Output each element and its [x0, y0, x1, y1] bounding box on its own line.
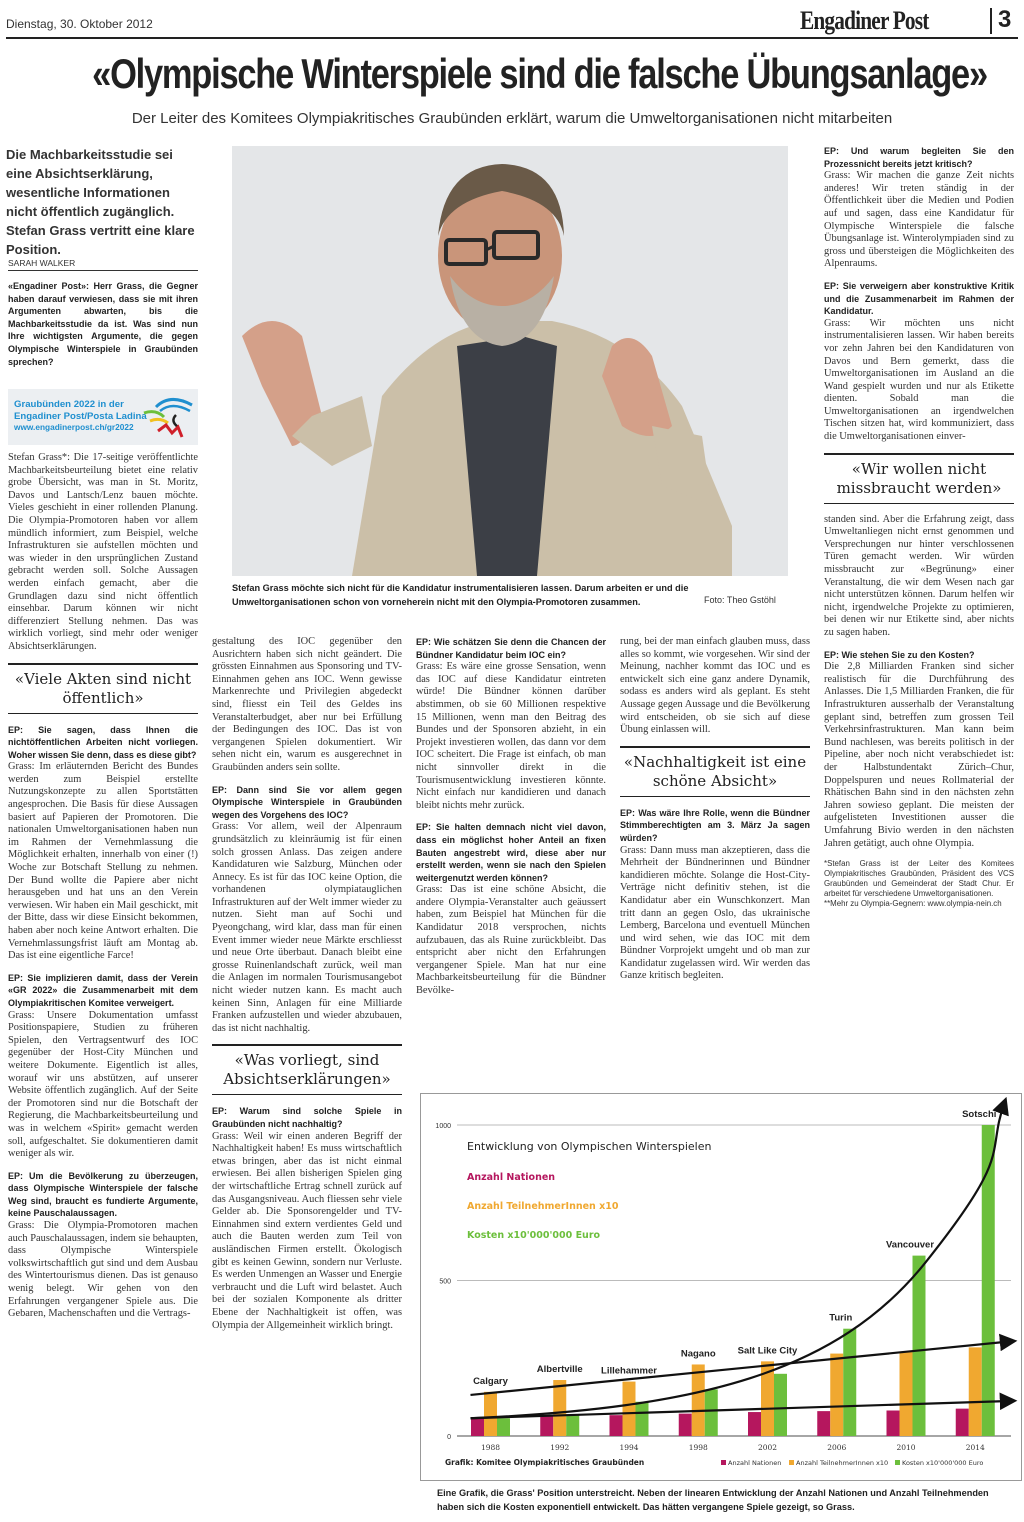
column-1-top — [8, 280, 198, 384]
author-byline: SARAH WALKER — [8, 258, 76, 268]
legend-label: Kosten x10'000'000 Euro — [902, 1459, 984, 1467]
legend-swatch — [721, 1460, 726, 1465]
legend-swatch — [789, 1460, 794, 1465]
footnote-1: *Stefan Grass ist der Leiter des Komitees Olympiakritisches Graubünden, Präsident des VCS Graubünden und Gemeinderat der Stadt Chur. Er arbeitet für verschiedene Umweltorganisationen. — [824, 859, 1014, 899]
question: EP: Sie implizieren damit, dass der Verein «GR 2022» die Zusammenarbeit mit dem Olympiakritischen Komitee verweigert. — [8, 972, 198, 1008]
promo-text — [14, 399, 147, 434]
chart-inline-legend: Anzahl Nationen — [467, 1172, 556, 1183]
question: EP: Um die Bevölkerung zu überzeugen, dass Olympische Winterspiele der falsche Weg sind, braucht es fundierte Argumente, keine Pauschalaussagen. — [8, 1170, 198, 1219]
answer: Grass: Weil wir einen anderen Begriff der Nachhaltigkeit haben! Es muss wirtschaftlich etwas bringen, aber das ist nicht einmal erwiesen. Bei allen bisherigen Spielen ging der wirtschaftliche Ertrag schnell zurück auf das Ausgangsniveau. Auch fliessen sehr viele Gelder ab. Die Sponsorengelder und TV-Einnahmen sind extern verdientes Geld und auch die Bauten werden zum Teil von ausländischen Firmen erstellt. Ökologisch gibt es keinen Gewinn, sondern nur Verluste. Es werden Unmengen an Wasser und Energie verbraucht und die Luft wird belastet. Auch bei der sozialen Komponente als dritter Ebene der Nachhaltigkeit ist offen, was Olympia der Allgemeinheit wirklich bringt. — [212, 1130, 402, 1331]
answer: rung, bei der man einfach glauben muss, dass alles so kommt, wie vorgesehen. Wir sind der Meinung, nachher kommt das IOC und es entwickelt sich eine ganz andere Dynamik, sodass es anders wird als geplant. Es steht Aussage gegen Aussage und die Bevölkerung wird entscheiden, ob sie sich auf diese Übung einlassen will. — [620, 636, 810, 736]
bar-kosten-x10-000-000-euro-1998 — [705, 1389, 718, 1436]
pullquote: «Nachhaltigkeit ist eine schöne Absicht» — [620, 746, 810, 797]
host-city-label: Albertville — [536, 1364, 583, 1376]
bar-anzahl-teilnehmerinnen-x10-1992 — [553, 1380, 566, 1436]
x-tick-label: 1992 — [550, 1443, 570, 1452]
column-2 — [212, 636, 402, 1518]
question: EP: Sie sagen, dass Ihnen die nichtöffentlichen Arbeiten nicht vorliegen. Woher wissen Sie denn, dass es diese gibt? — [8, 724, 198, 760]
answer: Grass: Wir machen die ganze Zeit nichts anderes! Wir treten ständig in der Öffentlichkeit über die Medien und Podien auf und sagen, dass eine Kandidatur für Olympische Winterspiele die falsche Übungsanlage ist. Winterolympiaden sind zu gross und übersteigen die Möglichkeiten des Alpenraums. — [824, 170, 1014, 270]
chart-inline-legend: Kosten x10'000'000 Euro — [467, 1230, 601, 1241]
answer: Grass: Die Olympia-Promotoren machen auch Pauschalaussagen, indem sie behaupten, dass Olympische Winterspiele volkswirtschaftlich gut sind und dem Ausbau des Wintertourismus dienen. Das ist genauso wenig belegt. Wir gehen von den Erfahrungen vergangener Spiele aus. Die Gebaren, Machenschaften und die Vertrags- — [8, 1220, 198, 1320]
answer: Die 2,8 Milliarden Franken sind sicher realistisch für die Durchführung des Anlasses. Die 1,5 Milliarden Franken, die für Infrastrukturen ausserhalb der Veranstaltung geplant sind, betreffen zum grossen Teil Verkehrsinfrastrukturen. Man kann beim Bund nachlesen, was bereits politisch in der Pipeline, aber noch nicht verabschiedet ist: der Halbstundentakt Zürich–Chur, Doppelspuren und neues Rollmaterial der Rhätischen Bahn sind in den nächsten zehn Jahren sowieso geplant. Die meisten der aufgelisteten Investitionen ausser die Umfahrung Bivio werden in den nächsten Jahren getätigt, auch ohne Olympia. — [824, 661, 1014, 849]
bar-anzahl-nationen-2014 — [956, 1409, 969, 1436]
y-tick-label: 0 — [447, 1434, 451, 1441]
answer: Grass: Im erläuternden Bericht des Bundes werden zum Beispiel erstellte Nutzungskonzepte zu allen Sportstätten angesprochen. Die Basis für diese Aussagen basiert auf Papieren der Promotoren. Die nationalen Umweltorganisationen haben nun im Rahmen der Vernehmlassung die Möglichkeit erhalten, innerhalb von einer (!) Woche zur Botschaft Stellung zu nehmen. Der Bund wollte die Papiere aber nicht herausgeben und hat uns an den Verein verwiesen. Wir haben ein Mail geschickt, mit der Bitte, dass wir diese Einsicht bekommen, haben aber noch keine Antwort erhalten. Die Vernehmlassungsfrist läuft am Montag ab. Das ist eine eigentliche Farce! — [8, 761, 198, 962]
legend-swatch — [895, 1460, 900, 1465]
host-city-label: Nagano — [680, 1348, 716, 1360]
host-city-label: Calgary — [473, 1375, 508, 1387]
byline-rule — [8, 270, 198, 271]
question: EP: Sie halten demnach nicht viel davon, dass ein möglichst hoher Anteil an fixen Bauten angestrebt wird, diese aber nur erstellt werden, wenn sie nach den Spielen weitergenutzt werden können? — [416, 822, 606, 883]
bar-anzahl-teilnehmerinnen-x10-2014 — [969, 1347, 982, 1436]
host-city-label: Turin — [829, 1312, 853, 1324]
answer: Grass: Das ist eine schöne Absicht, die andere Olympia-Veranstalter auch geäussert haben, zum Beispiel hat München für die Kandidatur 2018 versprochen, nichts aufzubauen, das als Ruine zurückbleibt. Das entspricht aber nicht den Erfahrungen vergangener Spiele. Man hat nur eine Machbarkeitsbeurteilung für die Bündner Bevölke- — [416, 884, 606, 997]
newspaper-masthead: Engadiner Post — [800, 6, 929, 35]
x-tick-label: 1994 — [619, 1443, 639, 1452]
olympics-chart — [421, 1094, 1021, 1480]
question: EP: Dann sind Sie vor allem gegen Olympische Winterspiele in Graubünden wegen des Vorgehens des IOC? — [212, 784, 402, 820]
bar-kosten-x10-000-000-euro-2010 — [913, 1256, 926, 1436]
pullquote: «Wir wollen nicht missbraucht werden» — [824, 453, 1014, 504]
bar-anzahl-nationen-2002 — [748, 1412, 761, 1436]
column-1 — [8, 452, 198, 1518]
bar-anzahl-teilnehmerinnen-x10-1988 — [484, 1392, 497, 1436]
answer: Grass: Wir möchten uns nicht instrumentalisieren lassen. Wir haben bereits vor zehn Jahren bei den Kandidaturen von Davos und Bern gemerkt, dass die Umweltorganisationen im Ausland an die Wand gespielt wurden und nur als Etikette dienten. Sobald man die Umweltorganisationen an irgendwelchen Tischen sitzen hat, wird kommuniziert, dass die Umweltorganisationen einver- — [824, 317, 1014, 443]
question: EP: Sie verweigern aber konstruktive Kritik und die Zusammenarbeit im Rahmen der Kandidatur. — [824, 280, 1014, 317]
question: EP: Warum sind solche Spiele in Graubünden nicht nachhaltig? — [212, 1106, 402, 1129]
chart-inline-legend: Anzahl TeilnehmerInnen x10 — [467, 1201, 619, 1212]
y-tick-label: 1000 — [435, 1123, 451, 1130]
legend-label: Anzahl TeilnehmerInnen x10 — [796, 1459, 889, 1467]
bar-anzahl-nationen-1994 — [610, 1415, 623, 1436]
bar-anzahl-nationen-2006 — [817, 1411, 830, 1436]
promo-line1: Graubünden 2022 in der — [14, 399, 124, 410]
bar-anzahl-teilnehmerinnen-x10-2006 — [830, 1354, 843, 1436]
host-city-label: Vancouver — [885, 1239, 935, 1251]
host-city-label: Salt Like City — [737, 1345, 798, 1357]
olympia-swoosh-logo-icon — [142, 395, 196, 441]
bar-anzahl-nationen-1998 — [679, 1414, 692, 1436]
x-tick-label: 1998 — [688, 1443, 708, 1452]
column-3 — [416, 636, 606, 1088]
photo-caption: Stefan Grass möchte sich nicht für die Kandidatur instrumentalisieren lassen. Darum arbeiten er und die Umweltorganisationen schon von vorneherein nicht mit den Olympia-Promotoren zusammen. — [232, 583, 689, 607]
bar-anzahl-nationen-2010 — [887, 1410, 900, 1436]
bar-kosten-x10-000-000-euro-2002 — [774, 1374, 787, 1436]
chart-title: Entwicklung von Olympischen Winterspielen — [467, 1140, 712, 1153]
question: «Engadiner Post»: Herr Grass, die Gegner haben darauf verwiesen, dass sie mit ihren Argumenten abwarten, bis die Machbarkeitsstudie da ist. Was sind nun Ihre wichtigsten Argumente, die gegen Olympische Winterspiele in Graubünden sprechen? — [8, 281, 198, 367]
bar-anzahl-nationen-1988 — [471, 1418, 484, 1436]
lead-paragraph: Die Machbarkeitsstudie sei eine Absichtserklärung, wesentliche Informationen nicht öffentlich zugänglich. Stefan Grass vertritt eine klare Position. — [6, 147, 195, 257]
answer: Grass: Es wäre eine grosse Sensation, wenn das IOC auf diese Kandidatur eintreten würde! Die Bündner können darüber abstimmen, ob sie 60 Millionen respektive 15 Millionen, wenn man den Beitrag des Bundes und der Sponsoren abzieht, in ein Projekt investieren wollen, das dann vor dem IOC scheitert. Die Frage ist einfach, ob man nicht sinnvoller direkt in die Tourismusentwicklung investieren könnte. Nicht einfach nur kandidieren und danach bleibt nichts mehr zurück. — [416, 661, 606, 811]
bar-kosten-x10-000-000-euro-1994 — [636, 1402, 649, 1436]
question: EP: Und warum begleiten Sie den Prozessnicht bereits jetzt kritisch? — [824, 146, 1014, 169]
bar-kosten-x10-000-000-euro-1988 — [497, 1418, 510, 1436]
header-rule — [6, 37, 1018, 39]
photo-credit: Foto: Theo Gstöhl — [704, 595, 776, 605]
promo-line2: Engadiner Post/Posta Ladina — [14, 410, 147, 422]
x-tick-label: 2014 — [965, 1443, 985, 1452]
bar-kosten-x10-000-000-euro-2006 — [843, 1329, 856, 1436]
question: EP: Wie schätzen Sie denn die Chancen der Bündner Kandidatur beim IOC ein? — [416, 637, 606, 660]
answer: standen sind. Aber die Erfahrung zeigt, dass Umweltanliegen nicht ernst genommen und Versprechungen nur hinter verschlossenen Türen gemacht werden. Wir würden missbraucht zur «Begrünung» einer Veranstaltung, die wir dem Wesen nach gar nicht unterstützen können. Darum helfen wir nicht, irgendwelche Projekte zu optimieren, bei denen wir nur Etikette sind, aber nichts zu sagen haben. — [824, 513, 1014, 638]
host-city-label: Lillehammer — [601, 1365, 657, 1377]
legend-label: Anzahl Nationen — [728, 1459, 782, 1467]
question: EP: Was wäre Ihre Rolle, wenn die Bündner Stimmberechtigten am 3. März Ja sagen würden? — [620, 807, 810, 843]
bar-anzahl-teilnehmerinnen-x10-1994 — [623, 1382, 636, 1436]
x-tick-label: 2006 — [827, 1443, 847, 1452]
chart-source: Grafik: Komitee Olympiakritisches Graubünden — [445, 1458, 645, 1467]
issue-date: Dienstag, 30. Oktober 2012 — [6, 17, 153, 31]
bar-anzahl-teilnehmerinnen-x10-2010 — [900, 1352, 913, 1436]
promo-url[interactable]: www.engadinerpost.ch/gr2022 — [14, 422, 134, 432]
page-number: 3 — [998, 6, 1012, 33]
footnote-2: **Mehr zu Olympia-Gegnern: www.olympia-nein.ch — [824, 899, 1002, 909]
headline: «Olympische Winterspiele sind die falsche Übungsanlage» — [92, 50, 987, 97]
answer: Grass: Unsere Dokumentation umfasst Positionspapiere, Studien zu früheren Spielen, den Vertragsentwurf des IOC gegenüber der Host-City München und weitere Dokumente. Eigentlich ist alles, worauf wir uns abstützen, auf unserer Website öffentlich zugänglich. Auf der Seite der Promotoren sind nur die Botschaft der Regierung, die Machbarkeitsbeurteilung und was in welchem «Spirit» gemacht werden soll, aufgeschaltet. Sie dokumentieren damit weniger als wir. — [8, 1009, 198, 1160]
chart-frame — [420, 1093, 1022, 1481]
masthead-separator — [990, 8, 992, 34]
pullquote: «Viele Akten sind nicht öffentlich» — [8, 663, 198, 714]
chart-caption: Eine Grafik, die Grass' Position unterstreicht. Neben der linearen Entwicklung der Anzahl Nationen und Anzahl Teilnehmenden haben sich die Kosten exponentiell entwickelt. Das hätten vergangene Spiele gezeigt, so Grass. — [437, 1488, 989, 1512]
bar-anzahl-teilnehmerinnen-x10-1998 — [692, 1364, 705, 1436]
pullquote: «Was vorliegt, sind Absichtserklärungen» — [212, 1044, 402, 1095]
host-city-label: Sotschi — [962, 1109, 997, 1120]
column-5 — [824, 145, 1014, 1088]
column-4 — [620, 636, 810, 1088]
person-photo-icon — [232, 146, 788, 576]
portrait-photo — [232, 146, 788, 576]
x-tick-label: 2002 — [757, 1443, 778, 1452]
x-tick-label: 1988 — [480, 1443, 501, 1452]
bar-kosten-x10-000-000-euro-1992 — [566, 1414, 579, 1436]
promo-box[interactable] — [8, 389, 198, 445]
y-tick-label: 500 — [439, 1278, 451, 1286]
answer: Grass: Vor allem, weil der Alpenraum grundsätzlich zu kleinräumig ist für einen solch grossen Anlass. Das zeigen andere Kandidaturen wie Salzburg, München oder Annecy. Es ist für das IOC keine Option, die vorhandenen olympiatauglichen Infrastrukturen auf der Welt immer wieder zu nutzen. Sieht man auf Sochi und Pyeongchang, wird klar, dass man für einen Event immer wieder neue Märkte erschliesst und neue Orte überbaut. Danach bleibt eine grosse Ruinenlandschaft zurück, weil man die Anlagen im normalen Tourismusangebot nicht wieder nutzen kann. Es macht auch keinen Sinn, Anlagen für eine Milliarde Franken aufzustellen und wieder abzubauen, das ist nicht nachhaltig. — [212, 821, 402, 1034]
question: EP: Wie stehen Sie zu den Kosten? — [824, 649, 975, 660]
bar-anzahl-nationen-1992 — [540, 1416, 553, 1436]
answer: gestaltung des IOC gegenüber den Ausrichtern haben sich nicht geändert. Die grössten Einnahmen aus Sponsoring und TV-Einnahmen gehen ans IOC. Wenn gewisse Markenrechte und Privilegien abgedeckt sind, fliesst ein Teil des Geldes ins Veranstalterbudget, aber nur bei Erfüllung der Bedingungen des IOC. Das ist von vergangenen Spielen dokumentiert. Wir sehen nicht ein, warum es ausgerechnet in Graubünden anders sein sollte. — [212, 636, 402, 773]
answer: Grass: Dann muss man akzeptieren, dass die Mehrheit der Bündnerinnen und Bündner kandidieren möchte. Solange die Host-City-Verträge nicht definitiv stehen, ist die Kandidatur aber ein Wunschkonzert. Man tritt dann an gegen Oslo, das ukrainische Lemberg, Barcelona und eventuell München und wird sehen, wie das IOC mit dem Bündner Vorprojekt umgeht und ob man zur Kandidatur zugelassen wird. Wir werden das Ganze kritisch begleiten. — [620, 844, 810, 982]
subheadline: Der Leiter des Komitees Olympiakritisches Graubünden erklärt, warum die Umweltorganisationen nicht mitarbeiten — [131, 110, 893, 127]
answer: Stefan Grass*: Die 17-seitige veröffentlichte Machbarkeitsbeurteilung bietet eine relativ grobe Übersicht, was man in St. Moritz, Davos und Lantsch/Lenz bauen möchte. Vieles geschieht in einer rollenden Planung. Die Olympia-Promotoren haben vor allem mündlich informiert, zum Beispiel, welche Infrastrukturen sie aufstellen möchten und was wieder in den ursprünglichen Zustand gebracht werden soll. Solche Aussagen werden einfach gemacht, aber die Grundlagen dazu sind nicht öffentlich einsehbar. Darum können wir nicht differenziert Stellung nehmen. Das was wirklich vorliegt, sind mehr oder weniger Absichtserklärungen. — [8, 452, 198, 652]
trend-arrow-nations — [471, 1401, 1014, 1418]
x-tick-label: 2010 — [896, 1443, 916, 1452]
